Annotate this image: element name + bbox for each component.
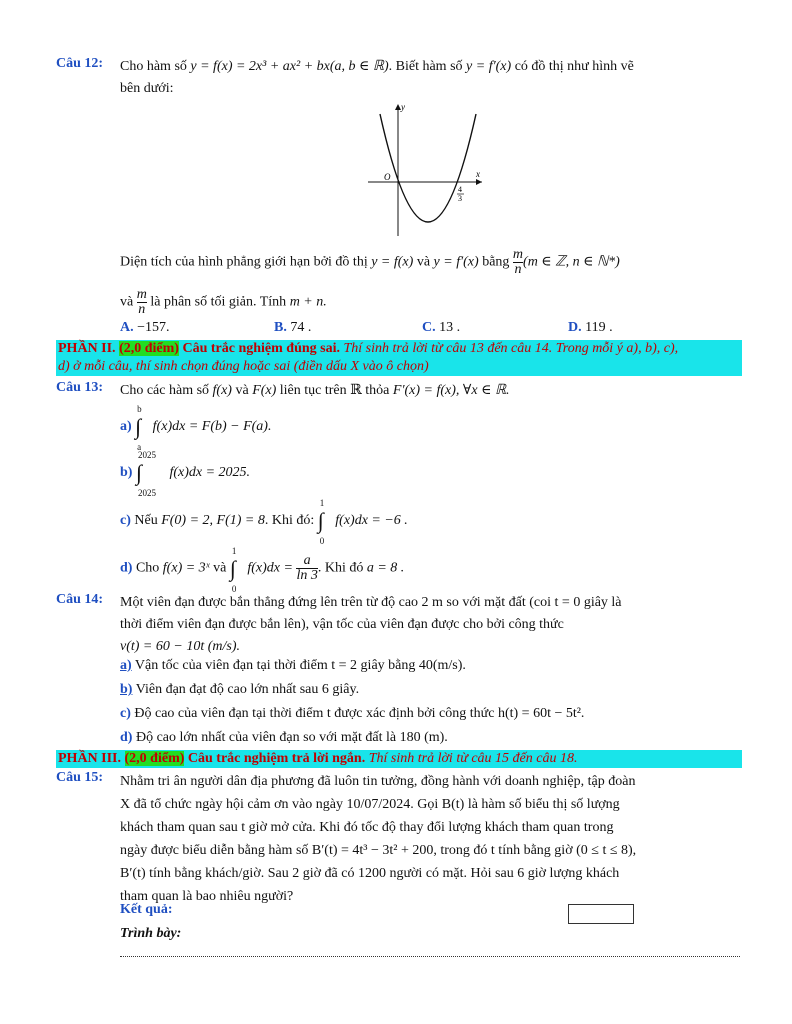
part-instruction: Thí sinh trả lời từ câu 15 đến câu 18. [368,751,578,766]
part-title: PHẦN III. [58,751,122,766]
fraction-m-n [137,288,147,317]
lower-limit: a [137,442,142,452]
question-body [120,770,746,908]
integral-sign: ∫ 1 0 [317,498,325,546]
denominator: n [514,262,522,277]
text: thời điểm viên đạn được bắn lên), vận tốc của viên đạn được cho bởi công thức [120,617,564,632]
upper-limit: b [137,404,142,414]
statement-text: Độ cao lớn nhất của viên đạn so với mặt đất là 180 (m). [135,730,448,745]
option-text: 119 . [585,320,613,335]
statement-expression: f(x)dx = −6 . [335,513,408,529]
statement-d[interactable] [120,545,405,594]
question-label: Câu 12: [56,56,104,71]
area-statement [120,248,620,277]
option-d[interactable] [568,320,613,336]
option-text: −157. [137,320,170,335]
denominator: ln 3 [296,568,318,583]
integral-sign: ∫ 1 0 [229,545,237,594]
text: có đồ thị như hình vẽ [514,59,634,74]
x-axis-label: x [476,169,480,179]
text: và [235,383,249,398]
lower-limit: 0 [231,583,237,594]
option-label: D. [568,320,582,335]
function-f: y = f(x) = 2x³ + ax² + bx(a, b ∈ ℝ) [190,59,389,74]
function-fprime: y = f′(x) [433,254,479,270]
upper-limit: 1 [231,545,237,556]
work-label: Trình bày: [120,926,182,941]
part-3-banner [56,750,742,768]
option-label: B. [274,320,287,335]
option-label: C. [422,320,436,335]
question-15 [56,770,746,910]
x-axis-arrow [476,179,482,185]
text: Nhằm tri ân người dân địa phương đã luôn tin tưởng, đồng hành với doanh nghiệp, tập đoàn [120,774,636,789]
statement-label: b) [120,682,133,697]
statement-a[interactable] [120,404,272,452]
text: và [213,560,227,576]
answer-box[interactable] [568,904,634,924]
parabola-graph [360,100,490,240]
part-2-banner [56,340,742,376]
option-a[interactable] [120,320,170,336]
text: khách tham quan sau t giờ mở cửa. Khi đó tốc độ thay đổi lượng khách tham quan trong [120,820,614,835]
statement-label: b) [120,465,133,481]
function-f: y = f(x) [371,254,414,270]
statement-text: Viên đạn đạt độ cao lớn nhất sau 6 giây. [135,682,360,697]
question-label: Câu 15: [56,770,104,785]
upper-limit: 2025 [137,450,156,460]
text: bằng [482,254,510,270]
numerator: m [512,247,524,262]
part-name: Câu trắc nghiệm trả lời ngắn. [187,751,366,766]
text: Cho hàm số [120,59,187,74]
upper-limit: 1 [319,498,325,508]
text: . Biết hàm số [388,59,463,74]
velocity-formula: v(t) = 60 − 10t (m/s). [120,639,240,654]
question-body [120,56,746,100]
reduced-fraction-statement [120,288,327,317]
lower-limit: 0 [319,536,325,546]
origin-label: O [384,172,391,182]
fraction-m-n [513,248,523,277]
root-numerator: 4 [458,185,462,194]
statement-label: a) [120,658,132,673]
y-axis-label: y [401,102,405,112]
option-text: 74 . [290,320,312,335]
statement-label: d) [120,730,133,745]
condition: (m ∈ ℤ, n ∈ ℕ*) [523,254,620,270]
condition: F′(x) = f(x), ∀x ∈ ℝ. [392,383,510,398]
function-F: F(x) [252,383,277,398]
text: Diện tích của hình phẳng giới hạn bởi đồ thị [120,254,368,270]
statement-text: Độ cao của viên đạn tại thời điểm t được xác định bởi công thức h(t) = 60t − 5t². [134,706,585,721]
statement-label: c) [120,706,131,721]
question-14 [56,592,746,662]
function-fprime: y = f′(x) [466,59,512,74]
denominator: n [138,302,146,317]
text: Nếu [134,513,158,529]
result-label: Kết quả: [120,902,173,917]
text: Cho [135,560,160,576]
text: Một viên đạn được bắn thẳng đứng lên trên từ độ cao 2 m so với mặt đất (coi t = 0 giây là [120,595,622,610]
part-instruction: Thí sinh trả lời từ câu 13 đến câu 14. Trong mỗi ý a), b), c), [343,341,679,356]
integral-sign: ∫ b a [135,404,142,452]
parabola-curve [380,114,476,222]
text: B′(t) tính bằng khách/giờ. Sau 2 giờ đã có 1200 người có mặt. Hỏi sau 6 giờ lượng khách [120,866,620,881]
statement-b[interactable] [120,450,251,498]
lower-limit: 2025 [137,488,156,498]
statement-c[interactable] [120,706,584,722]
numerator: a [296,554,317,569]
text: ngày được biểu diễn bằng hàm số B′(t) = 4t³ − 3t² + 200, trong đó t tính bằng giờ (0 ≤ t ≤ 8), [120,843,637,858]
text: là phân số tối giản. Tính [150,294,287,310]
option-c[interactable] [422,320,460,336]
fraction-a-ln3 [296,554,317,583]
statement-label: a) [120,419,132,435]
answer-dotted-line[interactable] [120,944,740,957]
function-f: f(x) [212,383,232,398]
value: a = 8 . [366,560,405,576]
part-title: PHẦN II. [58,341,116,356]
text: . Khi đó [317,560,364,576]
statement-expression: f(x)dx = 2025. [169,465,251,481]
statement-label: c) [120,513,131,529]
question-body [120,380,746,402]
condition: F(0) = 2, F(1) = 8 [161,513,265,529]
option-label: A. [120,320,134,335]
question-13 [56,380,746,410]
part-points: (2,0 điểm) [124,751,185,766]
text: bên dưới: [120,81,174,96]
part-instruction-2: d) ở mỗi câu, thí sinh chọn đúng hoặc sai (điền dấu X vào ô chọn) [58,359,429,374]
question-label: Câu 14: [56,592,104,607]
part-name: Câu trắc nghiệm đúng sai. [182,341,340,356]
text: liên tục trên ℝ thỏa [279,383,390,398]
text: và [416,254,431,270]
target-expression: m + n. [289,294,327,310]
numerator: m [136,287,147,302]
integral-sign: ∫ 2025 2025 [135,450,156,498]
text: và [120,294,134,310]
question-label: Câu 13: [56,380,104,395]
question-body [120,592,746,658]
statement-b[interactable] [120,682,359,698]
statement-expression: f(x)dx = F(b) − F(a). [152,419,272,435]
statement-a[interactable] [120,658,466,674]
statement-d[interactable] [120,730,448,746]
function-f: f(x) = 3ˣ [162,560,210,576]
text: tham quan là bao nhiêu người? [120,889,294,904]
option-b[interactable] [274,320,311,336]
text: . Khi đó: [264,513,315,529]
statement-text: Vận tốc của viên đạn tại thời điểm t = 2 giây bằng 40(m/s). [134,658,466,673]
statement-c[interactable] [120,498,408,546]
statement-label: d) [120,560,133,576]
text: X đã tổ chức ngày hội cảm ơn vào ngày 10/07/2024. Gọi B(t) là hàm số biểu thị số lượng [120,797,620,812]
text: Cho các hàm số [120,383,210,398]
root-denominator: 3 [458,194,462,203]
part-points: (2,0 điểm) [119,341,179,356]
option-text: 13 . [439,320,461,335]
statement-expression: f(x)dx = [247,560,293,576]
